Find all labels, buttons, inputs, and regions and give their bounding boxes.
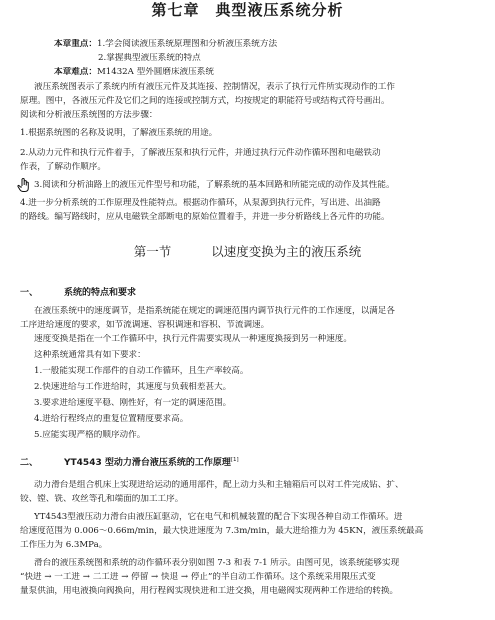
list-item: 4.进一步分析系统的工作原理及性能特点。根据动作循环，从泵源到执行元件，写出进、出油路 <box>20 198 381 208</box>
paragraph-line: 原理。图中，各液压元件及它们之间的连接或控制方式，均按规定的职能符号或结构式符号画出。 <box>20 96 390 106</box>
paragraph-line: 速度变换是指在一个工作循环中，执行元件需要实现从一种速度换接到另一种速度。 <box>34 334 352 344</box>
paragraph-line: 这种系统通常具有如下要求： <box>34 350 146 360</box>
heading-text: YT4543 型动力滑台液压系统的工作原理 <box>64 458 231 468</box>
key-point: 1.学会阅读液压系统原理图和分析液压系统方法 <box>96 39 278 49</box>
paragraph-line: 阅读和分析液压系统图的方法步骤： <box>20 110 158 120</box>
paragraph-line: 给速度范围为 0.006〜0.66m/min，最大快进速度为 7.3m/min，最大进给推力为 45KN，液压系统最高 <box>20 526 424 536</box>
key-points-label: 本章重点： <box>54 39 97 49</box>
paragraph-line: “快进 → 一工进 → 二工进 → 停留 → 快退 → 停止”的半自动工作循环。这个系统采用限压式变 <box>20 572 376 582</box>
difficulty-text: M1432A 型外圆磨床液压系统 <box>96 67 214 77</box>
chapter-title: 第七章 典型液压系统分析 <box>151 1 344 19</box>
list-item: 的路线。编写路线时，应从电磁铁全部断电的原始位置着手，并进一步分析路线上各元件的功能。 <box>20 212 390 222</box>
paragraph-line: 量泵供油，用电液换向阀换向，用行程阀实现快进和工进交换，用电磁阀实现两种工作进给的转换。 <box>20 586 399 596</box>
key-point: 2.掌握典型液压系统的特点 <box>98 53 201 63</box>
section-title-text: 以速度变换为主的液压系统 <box>211 244 362 259</box>
footnote-ref[interactable]: [1] <box>230 457 239 463</box>
heading-2 <box>20 455 239 468</box>
paragraph-line: 滑台的液压系统图和系统的动作循环表分别如图 7-3 和表 7-1 所示。由图可见，该系统能够实现 <box>34 558 400 568</box>
list-item: 1.一般能实现工作部件的自动工作循环，且生产率较高。 <box>34 366 249 376</box>
section-number: 第一节 <box>133 244 172 259</box>
list-item: 3.要求进给速度平稳、刚性好，有一定的调速范围。 <box>34 398 232 408</box>
heading-number: 一、 <box>20 288 39 298</box>
paragraph-line: 铰、镗、铣、攻丝等孔和端面的加工工序。 <box>20 494 184 504</box>
heading-1 <box>20 285 136 298</box>
key-points-line-1 <box>54 39 277 50</box>
list-item: 2.从动力元件和执行元件着手，了解液压泵和执行元件，并通过执行元件动作循环图和电磁铁动 <box>20 148 381 158</box>
paragraph-line: 液压系统图表示了系统内所有液压元件及其连接、控制情况，表示了执行元件所实现动作的工作 <box>34 82 395 92</box>
hand-cursor-icon <box>16 177 32 193</box>
paragraph-line: 动力滑台是组合机床上实现进给运动的通用部件，配上动力头和主轴箱后可以对工件完成钻、扩、 <box>34 480 404 490</box>
list-item: 2.快速进给与工作进给时，其速度与负载相差甚大。 <box>34 382 232 392</box>
heading-text: 系统的特点和要求 <box>64 288 137 298</box>
list-item: 5.应能实现严格的顺序动作。 <box>34 430 146 440</box>
paragraph-line: 工作压力为 6.3MPa。 <box>20 540 108 550</box>
list-item: 4.进给行程终点的重复位置精度要求高。 <box>34 414 189 424</box>
paragraph-line: YT4543型液压动力滑台由液压缸驱动，它在电气和机械装置的配合下实现各种自动工作循环。进 <box>34 512 403 522</box>
heading-number: 二、 <box>20 458 39 468</box>
list-item: 1.根据系统图的名称及说明，了解液压系统的用途。 <box>20 128 218 138</box>
list-item: 3.阅读和分析油路上的液压元件型号和功能，了解系统的基本回路和所能完成的动作及其性能。 <box>34 180 395 190</box>
difficulty-line <box>54 67 214 78</box>
difficulty-label: 本章难点： <box>54 67 97 77</box>
paragraph-line: 工序进给速度的要求，如节流调速、容积调速和容积、节流调速。 <box>20 320 270 330</box>
section-title <box>0 244 495 260</box>
list-item: 作表，了解动作顺序。 <box>20 162 106 172</box>
paragraph-line: 在液压系统中的速度调节，是指系统能在规定的调速范围内调节执行元件的工作速度，以满足各 <box>34 306 395 316</box>
